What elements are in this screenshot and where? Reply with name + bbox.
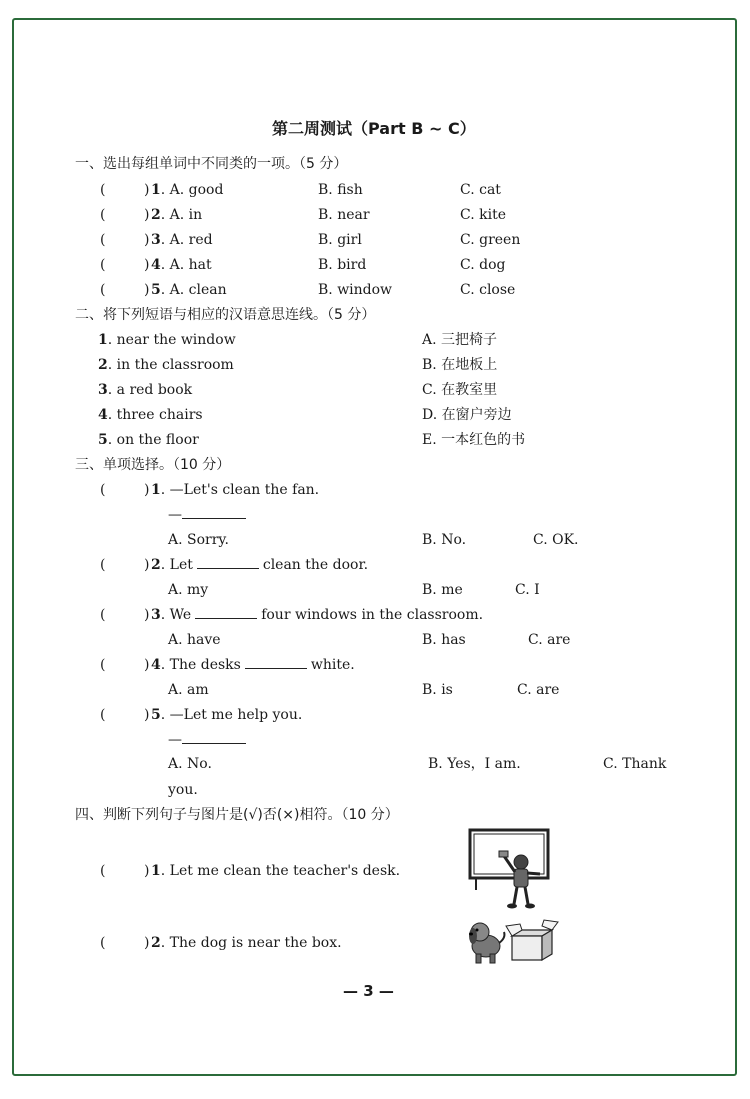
fill-blank bbox=[245, 656, 307, 669]
page-title: 第二周测试（Part B ~ C） bbox=[272, 119, 476, 138]
phrase-item: 4. three chairs bbox=[98, 407, 203, 423]
meaning-item: C. 在教室里 bbox=[422, 382, 498, 398]
fill-blank bbox=[195, 606, 257, 619]
meaning-item: B. 在地板上 bbox=[422, 357, 498, 373]
meaning-item: E. 一本红色的书 bbox=[422, 432, 526, 448]
phrase-item: 5. on the floor bbox=[98, 432, 199, 448]
section-2-heading: 二、将下列短语与相应的汉语意思连线。（5 分） bbox=[75, 307, 376, 323]
meaning-item: A. 三把椅子 bbox=[422, 332, 498, 348]
section-3-heading: 三、单项选择。（10 分） bbox=[75, 457, 231, 473]
phrase-item: 3. a red book bbox=[98, 382, 193, 398]
section-1-heading: 一、选出每组单词中不同类的一项。（5 分） bbox=[75, 156, 348, 172]
phrase-item: 1. near the window bbox=[98, 332, 236, 348]
phrase-item: 2. in the classroom bbox=[98, 357, 234, 373]
child-cleaning-board-picture bbox=[466, 826, 556, 912]
section-4-heading: 四、判断下列句子与图片是(√)否(×)相符。（10 分） bbox=[75, 807, 399, 823]
dog-and-box-picture bbox=[464, 916, 560, 966]
answer-line: — bbox=[168, 506, 246, 524]
answer-line: — bbox=[168, 731, 246, 749]
page-border bbox=[12, 18, 737, 1076]
fill-blank bbox=[197, 556, 259, 569]
meaning-item: D. 在窗户旁边 bbox=[422, 407, 512, 423]
page-number: — 3 — bbox=[343, 982, 394, 1000]
